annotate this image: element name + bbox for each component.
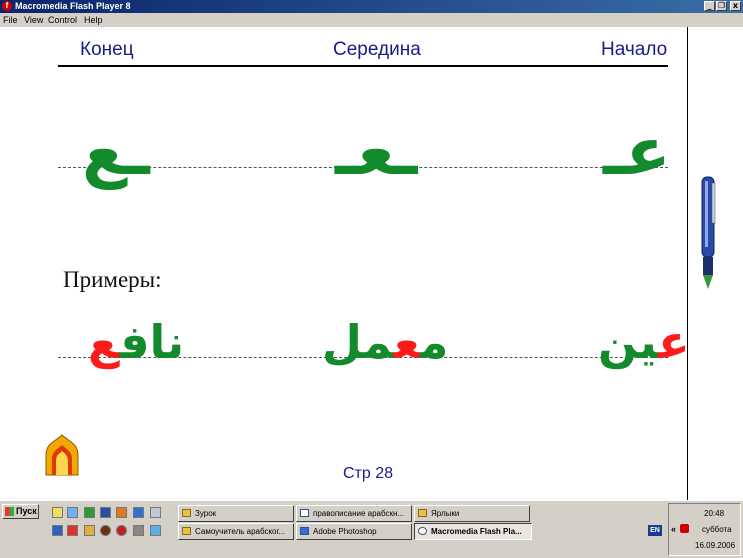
example-word-final: نافع: [88, 315, 185, 369]
task-button-shortcuts[interactable]: Ярлыки: [414, 505, 530, 522]
quicklaunch-desktop-icon[interactable]: [150, 507, 161, 518]
quicklaunch-word-icon[interactable]: [100, 507, 111, 518]
clock-time[interactable]: 20:48: [704, 509, 725, 518]
folder-icon: [182, 509, 191, 517]
close-button[interactable]: x: [730, 1, 741, 11]
letter-final-form: ـع: [82, 113, 150, 190]
example-word-initial: عين: [598, 315, 690, 369]
letter-initial-form: عـ: [603, 113, 671, 190]
clock-day: суббота: [702, 525, 732, 534]
photoshop-icon: [300, 527, 309, 535]
quicklaunch-media-icon[interactable]: [100, 525, 111, 536]
task-button-zurok[interactable]: Зурок: [178, 505, 294, 522]
task-button-tutorial[interactable]: Самоучитель арабског...: [178, 523, 294, 540]
pen-icon[interactable]: [696, 175, 720, 291]
system-tray: [668, 503, 741, 556]
window-title: Macromedia Flash Player 8: [15, 1, 131, 11]
tray-app-icon[interactable]: [680, 524, 689, 533]
quicklaunch-player-icon[interactable]: [116, 525, 127, 536]
quicklaunch-notepad-icon[interactable]: [52, 507, 63, 518]
minimize-button[interactable]: _: [704, 1, 715, 11]
page-number: Стр 28: [343, 465, 394, 482]
windows-logo-icon: [5, 507, 14, 516]
header-end: Конец: [80, 39, 134, 60]
flash-icon: [418, 527, 427, 535]
flash-stage: [0, 27, 743, 500]
quicklaunch-paint-icon[interactable]: [84, 525, 95, 536]
quicklaunch-photoshop-icon[interactable]: [133, 507, 144, 518]
word-doc-icon: [300, 509, 309, 517]
quicklaunch-tools-icon[interactable]: [133, 525, 144, 536]
example-word-medial: معمل: [322, 315, 449, 369]
folder-icon: [418, 509, 427, 517]
menu-view[interactable]: View: [24, 15, 44, 25]
task-button-spelling-doc[interactable]: правописание арабскн...: [296, 505, 412, 522]
quicklaunch-app-icon[interactable]: [116, 507, 127, 518]
menu-bar: [0, 13, 743, 27]
task-button-photoshop[interactable]: Adobe Photoshop: [296, 523, 412, 540]
quicklaunch-save-icon[interactable]: [52, 525, 63, 536]
menu-file[interactable]: File: [3, 15, 18, 25]
menu-control[interactable]: Control: [48, 15, 78, 25]
quicklaunch-excel-icon[interactable]: [84, 507, 95, 518]
right-border: [687, 27, 688, 500]
quicklaunch-tool-icon[interactable]: [67, 507, 78, 518]
flash-player-icon: f: [2, 1, 12, 11]
header-middle: Середина: [333, 39, 421, 60]
quicklaunch-browser-icon[interactable]: [150, 525, 161, 536]
restore-button[interactable]: ❐: [717, 1, 726, 10]
letter-medial-form: ـعـ: [335, 113, 418, 190]
language-indicator[interactable]: EN: [648, 525, 662, 536]
menu-help[interactable]: Help: [84, 15, 103, 25]
folder-icon: [182, 527, 191, 535]
start-button[interactable]: Пуск: [2, 504, 39, 519]
tray-expand-arrow[interactable]: «: [671, 524, 677, 534]
header-underline: [58, 65, 668, 67]
task-button-flash-player[interactable]: Macromedia Flash Pla...: [414, 523, 532, 540]
title-bar: [0, 0, 743, 13]
header-start: Начало: [601, 39, 668, 60]
clock-date: 16.09.2006: [695, 541, 736, 550]
taskbar: [0, 500, 743, 558]
home-mosque-icon[interactable]: [40, 433, 84, 477]
examples-label: Примеры:: [63, 267, 162, 292]
quicklaunch-pdf-icon[interactable]: [67, 525, 78, 536]
